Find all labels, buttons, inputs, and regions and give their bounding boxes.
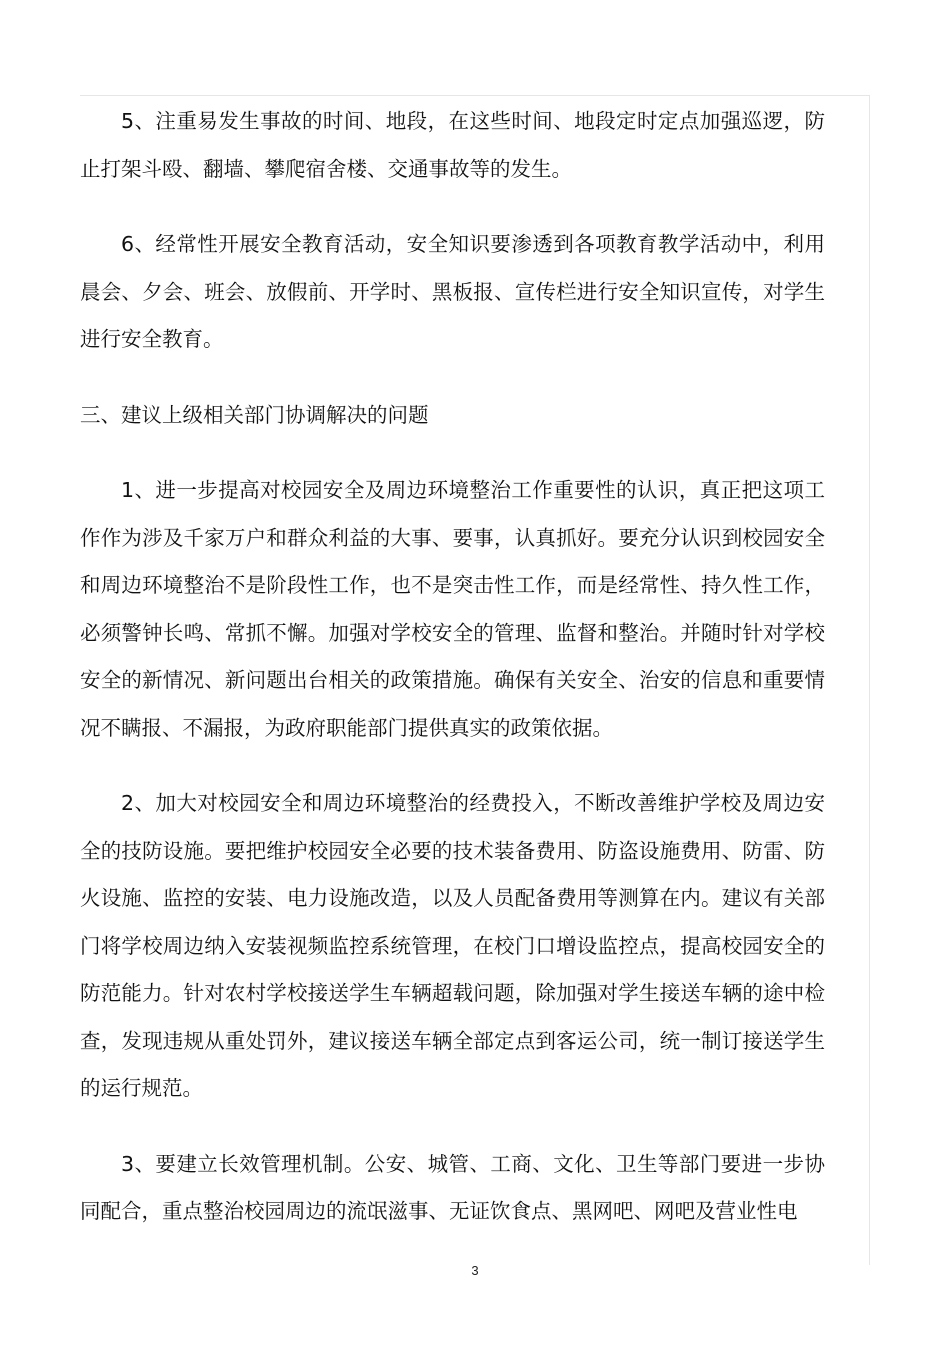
paragraph-item-6: 6、经常性开展安全教育活动，安全知识要渗透到各项教育教学活动中，利用晨会、夕会、班会、放假前、开学时、黑板报、宣传栏进行安全知识宣传，对学生进行安全教育。 (80, 232, 825, 351)
paragraph-suggestion-3: 3、要建立长效管理机制。公安、城管、工商、文化、卫生等部门要进一步协同配合，重点整治校园周边的流氓滋事、无证饮食点、黑网吧、网吧及营业性电 (80, 1151, 825, 1223)
paragraph-suggestion-2: 2、加大对校园安全和周边环境整治的经费投入，不断改善维护学校及周边安全的技防设施。要把维护校园安全必要的技术装备费用、防盗设施费用、防雷、防火设施、监控的安装、电力设施改造，以及人员配备费用等测算在内。建议有关部门将学校周边纳入安装视频监控系统管理，在校门口增设监控点，提高校园安全的防范能力。针对农村学校接送学生车辆超载问题，除加强对学生接送车辆的途中检查，发现违规从重处罚外，建议接送车辆全部定点到客运公司，统一制订接送学生的运行规范。 (80, 791, 825, 1100)
paragraph-item-5: 5、注重易发生事故的时间、地段，在这些时间、地段定时定点加强巡逻，防止打架斗殴、翻墙、攀爬宿舍楼、交通事故等的发生。 (80, 109, 825, 181)
section-heading-3: 三、建议上级相关部门协调解决的问题 (80, 402, 429, 427)
paragraph-suggestion-1: 1、进一步提高对校园安全及周边环境整治工作重要性的认识，真正把这项工作作为涉及千家万户和群众利益的大事、要事，认真抓好。要充分认识到校园安全和周边环境整治不是阶段性工作，也不是突击性工作，而是经常性、持久性工作，必须警钟长鸣、常抓不懈。加强对学校安全的管理、监督和整治。并随时针对学校安全的新情况、新问题出台相关的政策措施。确保有关安全、治安的信息和重要情况不瞒报、不漏报，为政府职能部门提供真实的政策依据。 (80, 478, 825, 740)
page-number: 3 (471, 1263, 479, 1278)
document-body (80, 98, 825, 1264)
